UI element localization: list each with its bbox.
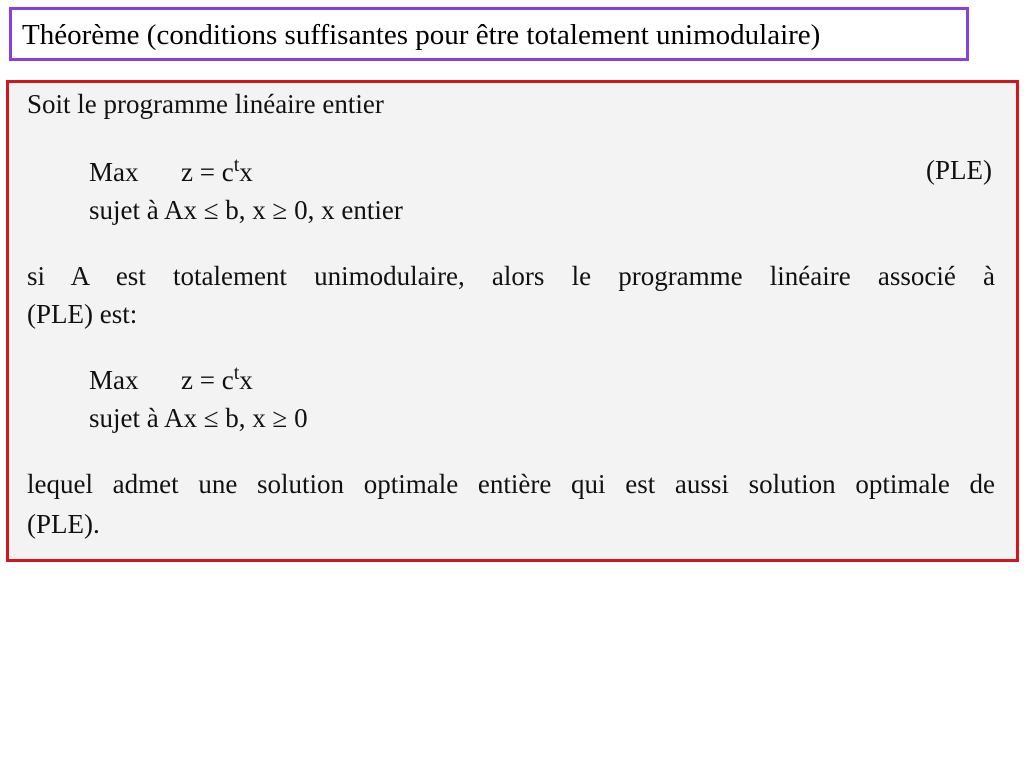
- scanned-theorem-box: [6, 80, 1019, 562]
- relaxed-objective-suffix: x: [239, 365, 253, 395]
- conclusion-line-1: lequel admet une solution optimale entière qui est aussi solution optimale de: [27, 469, 995, 499]
- condition-line-2: (PLE) est:: [27, 299, 138, 329]
- theorem-title: Théorème (conditions suffisantes pour être totalement unimodulaire): [22, 19, 821, 51]
- ple-objective-transpose: t: [233, 154, 240, 176]
- conclusion-line-2: (PLE).: [27, 509, 100, 539]
- ple-tag: (PLE): [926, 155, 992, 185]
- ple-objective-suffix: x: [239, 157, 253, 187]
- ple-objective-prefix: z = c: [181, 157, 234, 187]
- relaxed-constraint: sujet à Ax ≤ b, x ≥ 0: [89, 403, 308, 433]
- relaxed-objective-prefix: z = c: [181, 365, 234, 395]
- ple-max-label: Max: [89, 157, 139, 187]
- relaxed-objective-transpose: t: [233, 362, 240, 384]
- relaxed-max-label: Max: [89, 365, 139, 395]
- intro-text: Soit le programme linéaire entier: [27, 89, 384, 119]
- ple-constraint: sujet à Ax ≤ b, x ≥ 0, x entier: [89, 195, 403, 225]
- condition-line-1: si A est totalement unimodulaire, alors le programme linéaire associé à: [27, 261, 995, 291]
- theorem-title-box: [9, 7, 969, 61]
- ple-objective: [181, 154, 253, 190]
- relaxed-objective: [181, 362, 253, 398]
